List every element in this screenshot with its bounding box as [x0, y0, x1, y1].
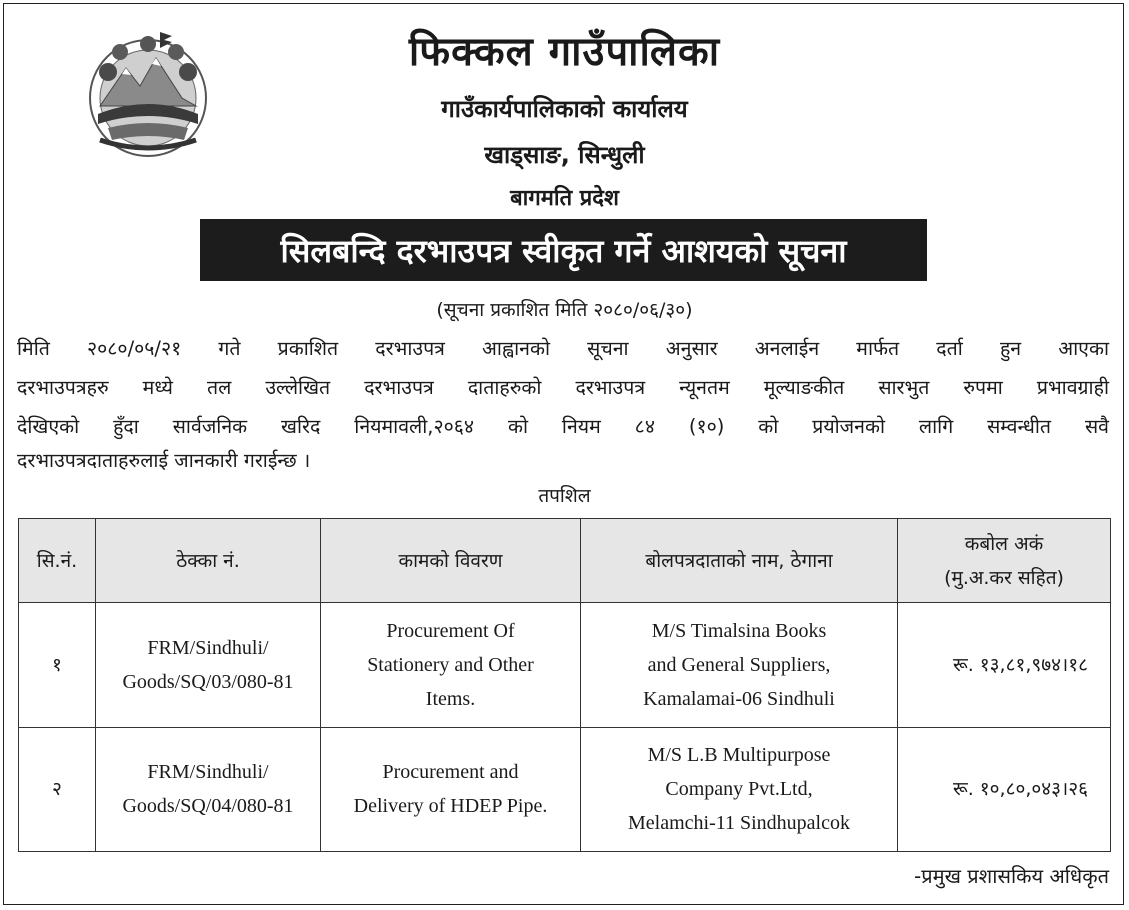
cell-serial-number: १	[19, 603, 96, 728]
notice-body-line: देखिएको हुँदा सार्वजनिक खरिद नियमावली,२०६४ को नियम ८४ (१०) को प्रयोजनको लागि सम्वन्धीत सवै	[17, 415, 1109, 438]
table-row	[19, 603, 1111, 728]
header-bid-amount: कबोल अकं (मु.अ.कर सहित)	[898, 519, 1111, 603]
table-header-row	[19, 519, 1111, 603]
cell-contract-number: FRM/Sindhuli/ Goods/SQ/04/080-81	[96, 727, 321, 852]
notice-body-last-line: दरभाउपत्रदाताहरुलाई जानकारी गराईन्छ ।	[17, 449, 311, 472]
signatory-title: -प्रमुख प्रशासकिय अधिकृत	[914, 864, 1109, 888]
notice-body	[17, 329, 1109, 446]
header-contract-number: ठेक्का नं.	[96, 519, 321, 603]
cell-serial-number: २	[19, 727, 96, 852]
cell-bid-amount: रू. १३,८१,९७४।१८	[898, 603, 1111, 728]
notice-body-line: मिति २०८०/०५/२१ गते प्रकाशित दरभाउपत्र आह्वानको सूचना अनुसार अनलाईन मार्फत दर्ता हुन आएका	[17, 337, 1109, 360]
publish-date: (सूचना प्रकाशित मिति २०८०/०६/३०)	[436, 299, 693, 321]
cell-bidder: M/S L.B Multipurpose Company Pvt.Ltd, Melamchi-11 Sindhupalcok	[581, 727, 898, 852]
header-serial-number: सि.नं.	[19, 519, 96, 603]
province-name: बागमति प्रदेश	[510, 186, 619, 211]
municipality-title: फिक्कल गाउँपालिका	[408, 29, 721, 75]
office-name: गाउँकार्यपालिकाको कार्यालय	[441, 95, 688, 123]
cell-bid-amount: रू. १०,८०,०४३।२६	[898, 727, 1111, 852]
header-work-description: कामको विवरण	[321, 519, 581, 603]
cell-work-description: Procurement Of Stationery and Other Items.	[321, 603, 581, 728]
notice-body-line: दरभाउपत्रहरु मध्ये तल उल्लेखित दरभाउपत्र दाताहरुको दरभाउपत्र न्यूनतम मूल्याङकीत सारभुत रुपमा प्रभावग्राही	[17, 376, 1109, 399]
table-caption: तपशिल	[538, 485, 591, 507]
cell-bidder: M/S Timalsina Books and General Suppliers, Kamalamai-06 Sindhuli	[581, 603, 898, 728]
bid-details-table	[18, 518, 1111, 852]
table-row	[19, 727, 1111, 852]
header-bidder-name-address: बोलपत्रदाताको नाम, ठेगाना	[581, 519, 898, 603]
cell-work-description: Procurement and Delivery of HDEP Pipe.	[321, 727, 581, 852]
cell-contract-number: FRM/Sindhuli/ Goods/SQ/03/080-81	[96, 603, 321, 728]
notice-heading-banner: सिलबन्दि दरभाउपत्र स्वीकृत गर्ने आशयको सूचना	[200, 219, 927, 281]
office-address: खाड्साङ, सिन्धुली	[484, 141, 645, 169]
